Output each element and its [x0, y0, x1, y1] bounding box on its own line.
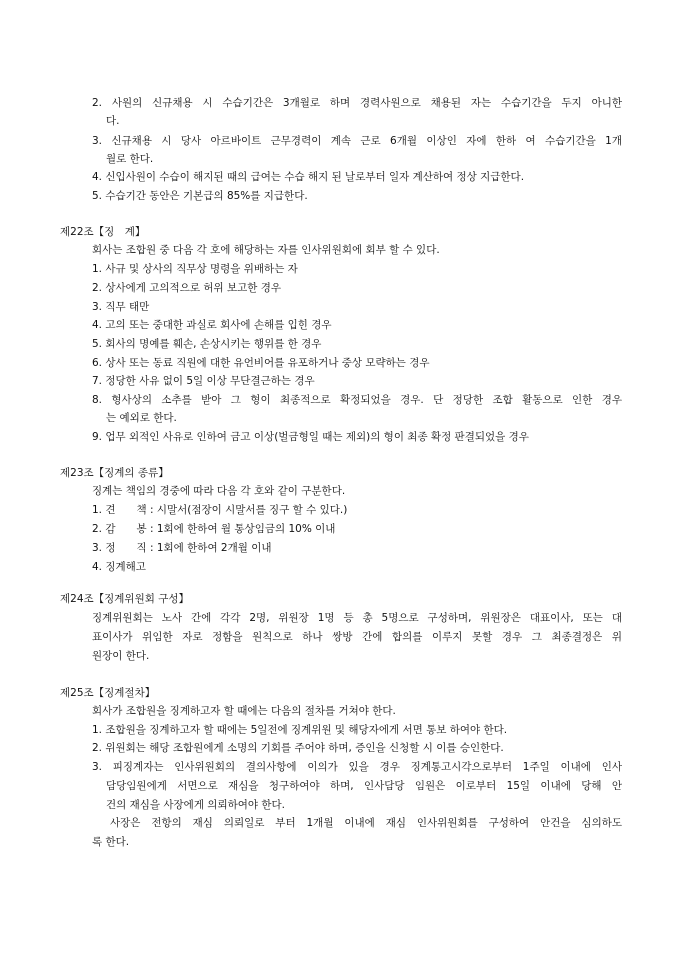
list-item: 2. 위원회는 해당 조합원에게 소명의 기회를 주어야 하며, 증인을 신청할 시 이를 승인한다.	[92, 742, 504, 754]
list-item: 8. 형사상의 소추를 받아 그 형이 최종적으로 확정되었을 경우. 단 정당한 조합 활동으로 인한 경우	[92, 394, 622, 406]
paragraph-line: 징계위원회는 노사 간에 각각 2명, 위원장 1명 등 총 5명으로 구성하며, 위원장은 대표이사, 또는 대	[92, 612, 622, 624]
list-item-continuation: 다.	[106, 115, 120, 127]
article-lead: 회사는 조합원 중 다음 각 호에 해당하는 자를 인사위원회에 회부 할 수 있다.	[92, 244, 440, 256]
list-item: 2. 사원의 신규채용 시 수습기간은 3개월로 하며 경력사원으로 채용된 자는 수습기간을 두지 아니한	[92, 97, 622, 109]
paragraph-line: 원장이 한다.	[92, 650, 150, 662]
list-item-continuation: 담당임원에게 서면으로 재심을 청구하여야 하며, 인사담당 임원은 이로부터 15일 이내에 당해 안	[106, 780, 622, 792]
list-item: 6. 상사 또는 동료 직원에 대한 유언비어를 유포하거나 중상 모략하는 경우	[92, 357, 430, 369]
paragraph-line: 표이사가 위임한 자로 정함을 원칙으로 하나 쌍방 간에 합의를 이루지 못할 경우 그 최종결정은 위	[92, 631, 622, 643]
list-item-continuation: 는 예외로 한다.	[106, 412, 177, 424]
article-lead: 징계는 책임의 경중에 따라 다음 각 호와 같이 구분한다.	[92, 485, 346, 497]
list-item: 4. 고의 또는 중대한 과실로 회사에 손해를 입힌 경우	[92, 319, 332, 331]
list-item: 1. 사규 및 상사의 직무상 명령을 위배하는 자	[92, 263, 298, 275]
article-heading: 제22조【징 계】	[60, 226, 146, 238]
list-item: 3. 정 직 : 1회에 한하여 2개월 이내	[92, 542, 272, 554]
article-heading: 제25조【징계절차】	[60, 687, 156, 699]
article-lead: 회사가 조합원을 징계하고자 할 때에는 다음의 절차를 거쳐야 한다.	[92, 705, 396, 717]
list-item: 3. 직무 태만	[92, 301, 150, 313]
list-item-continuation: 건의 재심을 사장에게 의뢰하여야 한다.	[106, 799, 285, 811]
list-item: 7. 정당한 사유 없이 5일 이상 무단결근하는 경우	[92, 375, 315, 387]
list-item: 2. 상사에게 고의적으로 허위 보고한 경우	[92, 282, 281, 294]
list-item: 4. 징계해고	[92, 561, 146, 573]
article-heading: 제23조【징계의 종류】	[60, 467, 169, 479]
paragraph-line: 록 한다.	[92, 836, 130, 848]
paragraph-line: 사장은 전항의 재심 의뢰일로 부터 1개월 이내에 재심 인사위원회를 구성하여 안건을 심의하도	[110, 817, 622, 829]
list-item-continuation: 월로 한다.	[106, 153, 154, 165]
list-item: 9. 업무 외적인 사유로 인하여 금고 이상(벌금형일 때는 제외)의 형이 최종 확정 판결되었을 경우	[92, 431, 529, 443]
list-item: 1. 조합원을 징계하고자 할 때에는 5일전에 징계위원 및 해당자에게 서면 통보 하여야 한다.	[92, 724, 508, 736]
list-item: 4. 신입사원이 수습이 해지된 때의 급여는 수습 해지 된 날로부터 일자 계산하여 정상 지급한다.	[92, 171, 525, 183]
article-heading: 제24조【징계위원회 구성】	[60, 593, 189, 605]
list-item: 2. 감 봉 : 1회에 한하여 월 통상임금의 10% 이내	[92, 523, 336, 535]
list-item: 5. 수습기간 동안은 기본급의 85%를 지급한다.	[92, 190, 308, 202]
list-item: 5. 회사의 명예를 훼손, 손상시키는 행위를 한 경우	[92, 338, 322, 350]
list-item: 3. 피징계자는 인사위원회의 결의사항에 이의가 있을 경우 징계통고시각으로부터 1주일 이내에 인사	[92, 761, 622, 773]
list-item: 3. 신규채용 시 당사 아르바이트 근무경력이 계속 근로 6개월 이상인 자에 한하 여 수습기간을 1개	[92, 135, 622, 147]
list-item: 1. 견 책 : 시말서(점장이 시말서를 징구 할 수 있다.)	[92, 504, 348, 516]
